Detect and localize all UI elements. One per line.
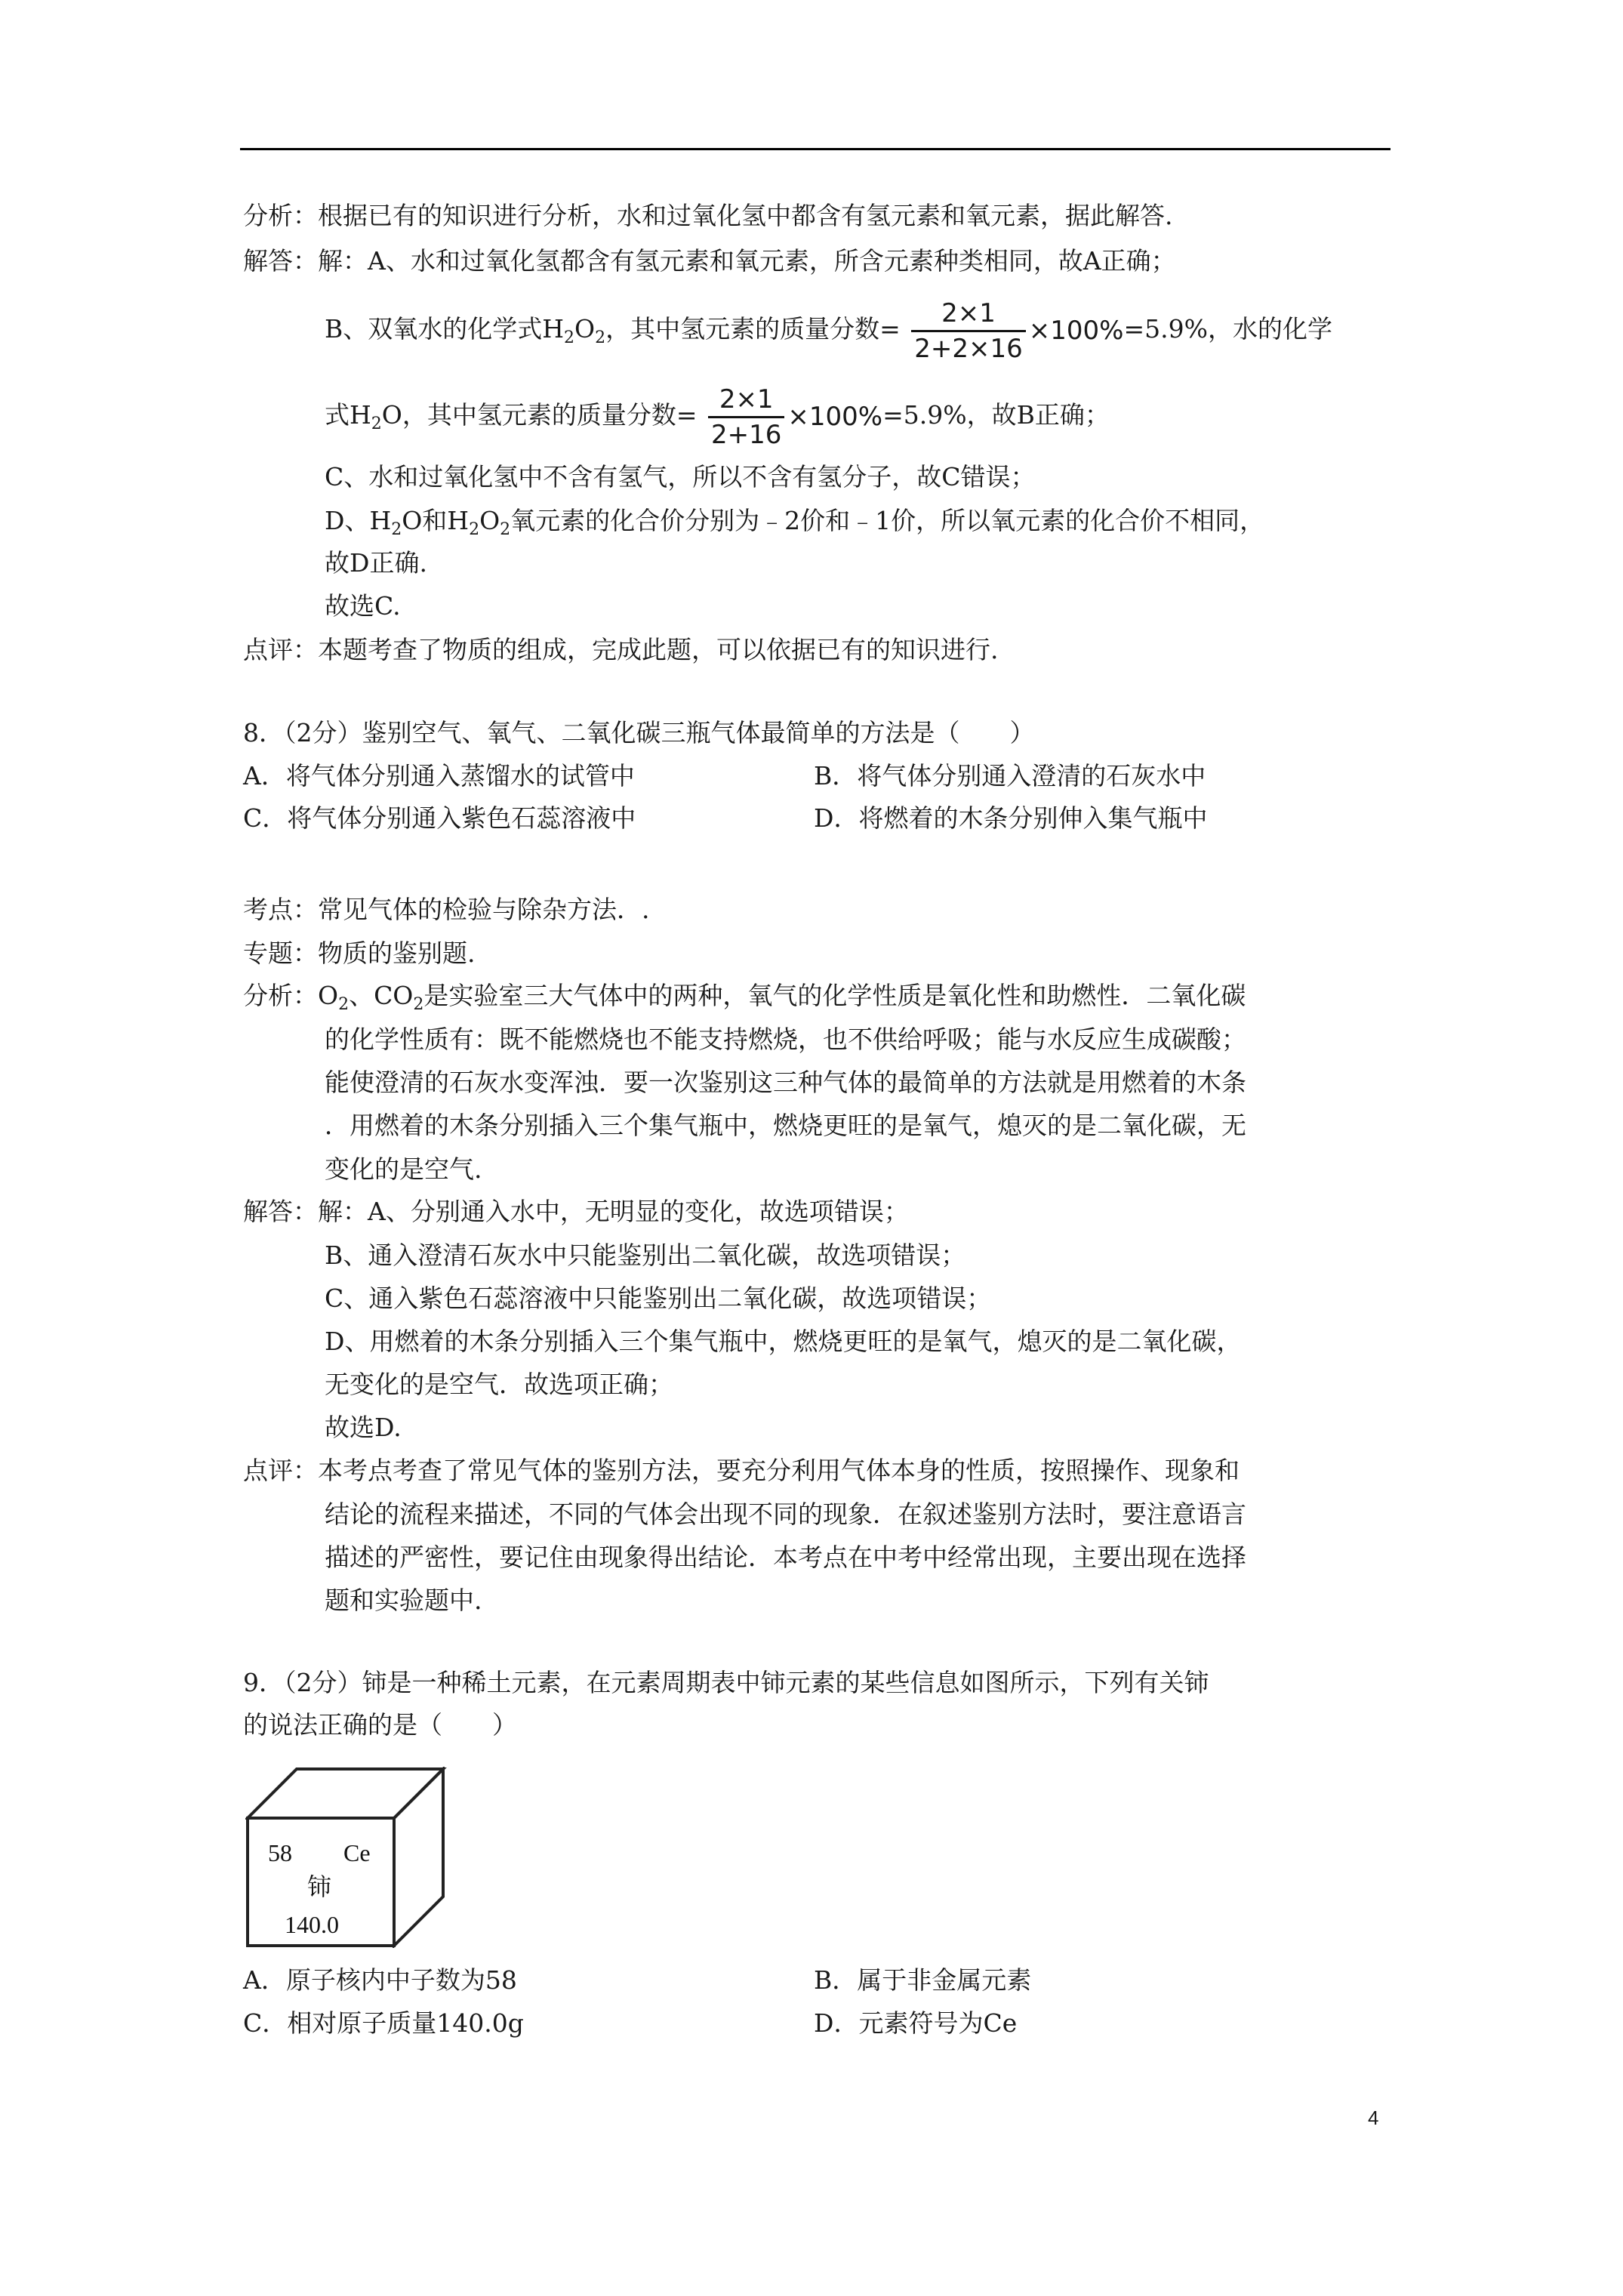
q8-comment-line4: 题和实验题中. [325,1586,482,1615]
fraction-numerator: 2×1 [911,297,1026,332]
fraction-denominator: 2+16 [711,419,782,450]
q8-comment-line2: 结论的流程来描述，不同的气体会出现不同的现象．在叙述鉴别方法时，要注意语言 [325,1499,1246,1529]
text: ，其中氢元素的质量分数= [605,314,901,344]
q9-question-line2: 的说法正确的是（ ） [243,1710,517,1740]
q9-option-c: C．相对原子质量140.0g [243,2008,524,2038]
text: 氧元素的化合价分别为﹣2价和﹣1价，所以氧元素的化合价不相同， [510,506,1265,535]
q8-answer-line6: 故选D. [325,1413,402,1442]
q8-option-b: B．将气体分别通入澄清的石灰水中 [814,761,1206,791]
fraction-numerator: 2×1 [708,383,784,418]
q7-answer-a: 解答：解：A、水和过氧化氢都含有氢元素和氧元素，所含元素种类相同，故A正确； [243,246,1176,276]
fraction-denominator: 2+2×16 [914,333,1023,364]
text: B、双氧水的化学式H [325,314,565,344]
q8-option-c: C．将气体分别通入紫色石蕊溶液中 [243,803,636,833]
q7-answer-b-line2 [325,378,1110,455]
subscript: 2 [469,520,480,539]
q9-question-line1: 9．（2分）铈是一种稀土元素，在元素周期表中铈元素的某些信息如图所示，下列有关铈 [243,1668,1209,1697]
q8-answer-line1: 解答：解：A、分别通入水中，无明显的变化，故选项错误； [243,1197,909,1226]
q8-comment-line1: 点评：本考点考查了常见气体的鉴别方法，要充分利用气体本身的性质，按照操作、现象和 [243,1456,1240,1485]
q8-analysis-line1 [243,978,1246,1013]
multiplier: ×100% [1028,316,1124,346]
q8-question: 8．（2分）鉴别空气、氧气、二氧化碳三瓶气体最简单的方法是（ ） [243,718,1035,747]
fraction [911,297,1026,365]
q8-analysis-line5: 变化的是空气. [325,1154,482,1184]
subscript: 2 [371,415,382,433]
q7-choose: 故选C. [325,591,401,621]
text: 是实验室三大气体中的两种，氧气的化学性质是氧化性和助燃性．二氧化碳 [423,981,1246,1010]
text: O和H [402,506,470,535]
subscript: 2 [391,520,402,539]
q8-zhuanti: 专题：物质的鉴别题. [243,938,476,968]
multiplier: ×100% [787,402,883,432]
subscript: 2 [595,328,606,347]
q8-answer-line4: D、用燃着的木条分别插入三个集气瓶中，燃烧更旺的是氧气，熄灭的是二氧化碳， [325,1327,1242,1356]
header-rule [240,148,1390,150]
text: O，其中氢元素的质量分数= [381,400,698,430]
q8-answer-line5: 无变化的是空气．故选项正确； [325,1370,673,1399]
q8-kaodian: 考点：常见气体的检验与除杂方法．. [243,895,650,924]
q7-answer-c: C、水和过氧化氢中不含有氢气，所以不含有氢分子，故C错误； [325,462,1036,492]
text: 式H [325,400,371,430]
subscript: 2 [564,328,575,347]
q9-option-b: B．属于非金属元素 [814,1965,1032,1995]
q7-answer-d-line2: 故D正确. [325,548,427,578]
text: 、CO [349,981,414,1010]
element-atomic-mass: 140.0 [285,1911,339,1938]
q7-answer-b-line1 [325,291,1332,368]
q9-option-d: D．元素符号为Ce [814,2008,1018,2038]
text: =5.9%，水的化学 [1123,314,1332,344]
q8-option-d: D．将燃着的木条分别伸入集气瓶中 [814,803,1208,833]
text: D、H [325,506,392,535]
element-name: 铈 [307,1873,332,1900]
q8-comment-line3: 描述的严密性，要记住由现象得出结论．本考点在中考中经常出现，主要出现在选择 [325,1542,1246,1572]
q8-option-a: A．将气体分别通入蒸馏水的试管中 [243,761,635,791]
subscript: 2 [338,995,350,1014]
q8-analysis-line2: 的化学性质有：既不能燃烧也不能支持燃烧，也不供给呼吸；能与水反应生成碳酸； [325,1025,1246,1054]
text: O [479,506,500,535]
fraction [708,383,784,451]
text: =5.9%，故B正确； [882,400,1110,430]
q9-option-a: A．原子核内中子数为58 [243,1965,517,1995]
subscript: 2 [413,995,424,1014]
q8-analysis-line4: ．用燃着的木条分别插入三个集气瓶中，燃烧更旺的是氧气，熄灭的是二氧化碳，无 [325,1111,1246,1140]
q7-analysis: 分析：根据已有的知识进行分析，水和过氧化氢中都含有氢元素和氧元素，据此解答. [243,201,1173,230]
subscript: 2 [500,520,511,539]
q8-analysis-line3: 能使澄清的石灰水变浑浊．要一次鉴别这三种气体的最简单的方法就是用燃着的木条 [325,1068,1246,1097]
q8-answer-line2: B、通入澄清石灰水中只能鉴别出二氧化碳，故选项错误； [325,1240,966,1270]
q7-comment: 点评：本题考查了物质的组成，完成此题，可以依据已有的知识进行. [243,635,999,664]
q8-answer-line3: C、通入紫色石蕊溶液中只能鉴别出二氧化碳，故选项错误； [325,1284,992,1313]
text: O [574,314,596,344]
page-number: 4 [1368,2106,1379,2129]
element-symbol: Ce [343,1839,371,1866]
text: 分析：O [243,981,339,1010]
element-atomic-number: 58 [268,1839,292,1866]
q7-answer-d-line1 [325,504,1264,538]
cerium-element-card [245,1767,449,1948]
